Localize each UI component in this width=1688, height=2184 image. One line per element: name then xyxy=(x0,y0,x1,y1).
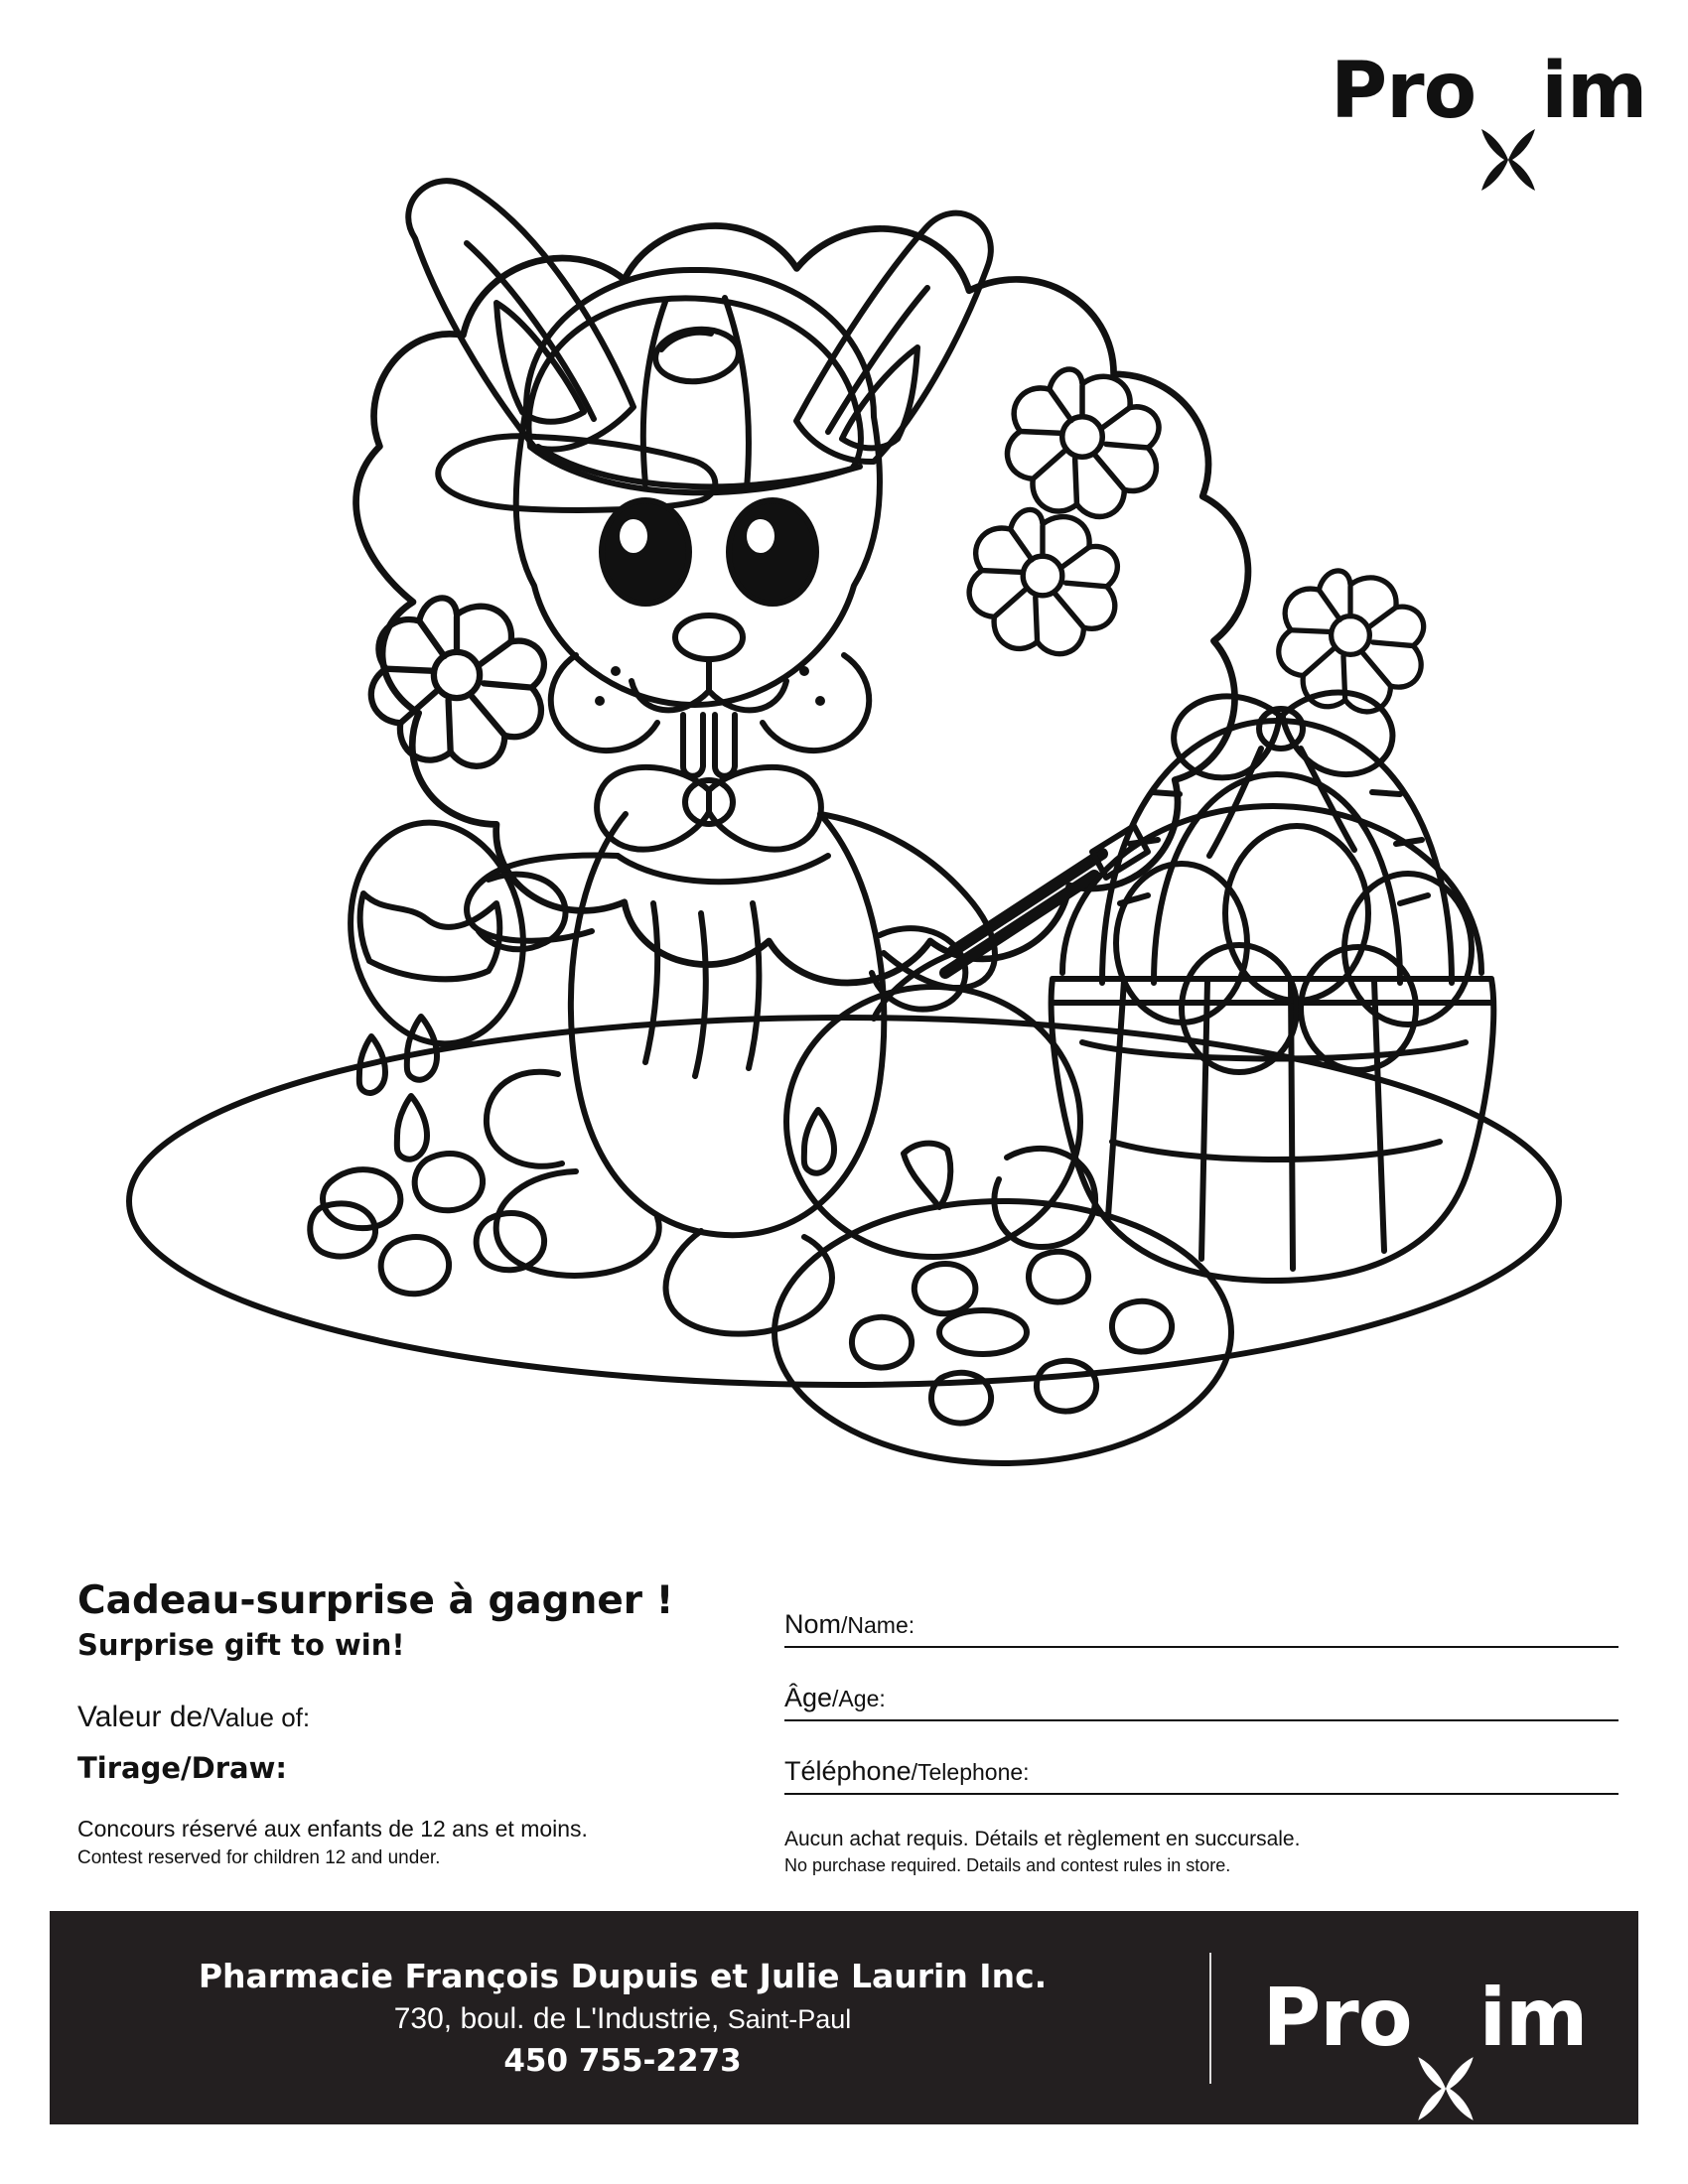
telephone-field[interactable] xyxy=(784,1725,1618,1799)
coloring-illustration xyxy=(109,119,1579,1559)
name-field-label xyxy=(784,1609,914,1640)
proxim-logo-footer xyxy=(1211,1971,1638,2064)
proxim-logo-prefix-footer: Pro xyxy=(1262,1971,1412,2064)
prize-draw-label-fr: Tirage xyxy=(77,1751,182,1785)
pharmacy-phone: 450 755-2273 xyxy=(503,2042,742,2079)
proxim-logo-suffix: im xyxy=(1541,47,1647,136)
prize-title-en: Surprise gift to win! xyxy=(77,1628,405,1662)
name-field[interactable] xyxy=(784,1578,1618,1652)
pharmacy-address xyxy=(50,1999,1196,2039)
age-field[interactable] xyxy=(784,1652,1618,1725)
name-label-fr: Nom xyxy=(784,1609,842,1639)
telephone-field-label xyxy=(784,1756,1030,1787)
pharmacy-street: 730, boul. de L'Industrie, xyxy=(393,2001,720,2035)
prize-value-label-en: /Value of: xyxy=(203,1703,311,1732)
name-label-en: /Name: xyxy=(841,1612,915,1638)
age-label-en: /Age: xyxy=(832,1686,886,1711)
pharmacy-name: Pharmacie François Dupuis et Julie Laurin Inc. xyxy=(198,1956,1048,1995)
proxim-wordmark-footer xyxy=(1262,1971,1588,2064)
footer-bar xyxy=(50,1911,1638,2124)
contest-rules-fr: Concours réservé aux enfants de 12 ans et moins. xyxy=(77,1816,588,1842)
contest-rules-en: Contest reserved for children 12 and under. xyxy=(77,1847,441,1868)
proxim-logo-prefix: Pro xyxy=(1331,47,1477,136)
proxim-logo-suffix-footer: im xyxy=(1478,1971,1588,2064)
telephone-field-rule[interactable] xyxy=(784,1793,1618,1795)
prize-title-fr: Cadeau-surprise à gagner ! xyxy=(77,1578,674,1623)
name-field-rule[interactable] xyxy=(784,1646,1618,1648)
telephone-label-en: /Telephone: xyxy=(911,1759,1030,1785)
prize-details xyxy=(77,1578,733,1870)
age-label-fr: Âge xyxy=(784,1683,833,1712)
pharmacy-city: Saint-Paul xyxy=(727,2003,852,2034)
entry-form xyxy=(784,1578,1618,1877)
prize-draw-line xyxy=(77,1751,733,1785)
disclaimer-fr: Aucun achat requis. Détails et règlement en succursale. xyxy=(784,1828,1301,1850)
prize-value-line xyxy=(77,1700,733,1735)
footer-contact xyxy=(50,1956,1209,2081)
prize-value-label-fr: Valeur de xyxy=(77,1701,204,1733)
age-field-label xyxy=(784,1683,886,1713)
butterfly-x-icon-footer xyxy=(1412,2051,1479,2126)
disclaimer-en: No purchase required. Details and contest rules in store. xyxy=(784,1855,1231,1875)
age-field-rule[interactable] xyxy=(784,1719,1618,1721)
contest-info-block xyxy=(0,1578,1688,1906)
telephone-label-fr: Téléphone xyxy=(784,1756,912,1786)
prize-draw-label-en: /Draw: xyxy=(181,1751,287,1785)
footer-divider xyxy=(1209,1953,1211,2084)
